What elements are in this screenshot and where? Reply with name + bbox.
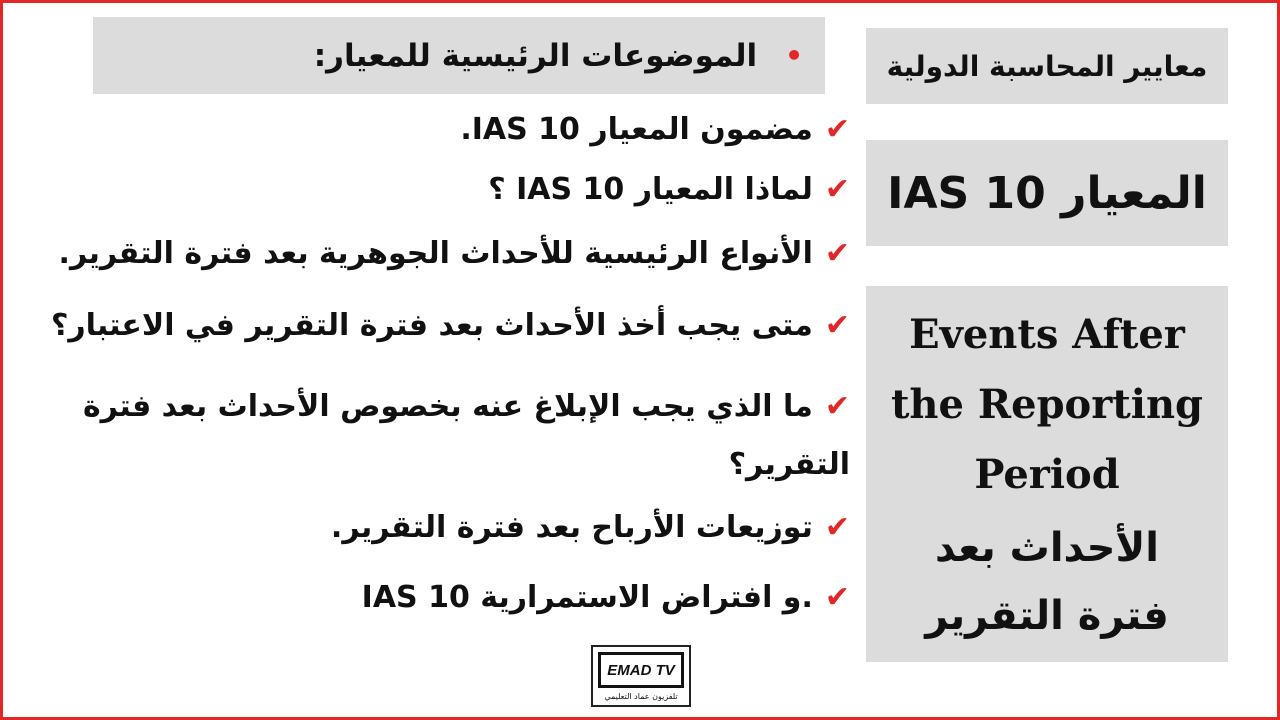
list-item-text: مضمون المعيار IAS 10. <box>460 112 813 147</box>
topic-en-line-1: Events After <box>909 311 1185 358</box>
list-item <box>460 112 850 147</box>
list-item <box>59 236 850 271</box>
list-item <box>362 580 850 615</box>
list-item-text: توزيعات الأرباح بعد فترة التقرير. <box>330 510 813 545</box>
topic-box <box>866 286 1228 662</box>
check-icon: ✔ <box>824 236 850 271</box>
channel-logo-subtitle: تلفزيون عماد التعليمي <box>604 692 678 701</box>
list-item <box>70 378 850 494</box>
topic-en-line-2: the Reporting <box>890 381 1204 428</box>
channel-logo-text: EMAD TV <box>598 652 684 688</box>
list-item-text: لماذا المعيار IAS 10 ؟ <box>488 172 813 207</box>
bullet-icon: • <box>785 39 803 72</box>
check-icon: ✔ <box>824 308 850 343</box>
list-item <box>488 172 850 207</box>
course-title <box>866 28 1228 104</box>
check-icon: ✔ <box>824 389 850 424</box>
list-item-text: ما الذي يجب الإبلاغ عنه بخصوص الأحداث بعد فترة التقرير؟ <box>82 389 850 482</box>
standard-name <box>866 140 1228 246</box>
list-item-text: متى يجب أخذ الأحداث بعد فترة التقرير في الاعتبار؟ <box>50 308 813 343</box>
check-icon: ✔ <box>824 172 850 207</box>
topic-en-line-3: Period <box>974 451 1120 498</box>
list-item <box>51 308 850 343</box>
course-title-text: معايير المحاسبة الدولية <box>886 49 1208 83</box>
standard-name-text: المعيار IAS 10 <box>887 167 1207 219</box>
topic-ar-text: الأحداث بعد فترة التقرير <box>925 525 1169 639</box>
list-item <box>331 510 850 545</box>
check-icon: ✔ <box>824 580 850 615</box>
list-item-text: الأنواع الرئيسية للأحداث الجوهرية بعد فترة التقرير. <box>58 236 813 271</box>
channel-logo <box>591 645 691 707</box>
section-header-text: الموضوعات الرئيسية للمعيار: <box>313 37 758 74</box>
check-icon: ✔ <box>824 510 850 545</box>
list-item-text: IAS 10 و افتراض الاستمرارية. <box>361 580 813 615</box>
section-header <box>93 17 825 94</box>
check-icon: ✔ <box>824 112 850 147</box>
